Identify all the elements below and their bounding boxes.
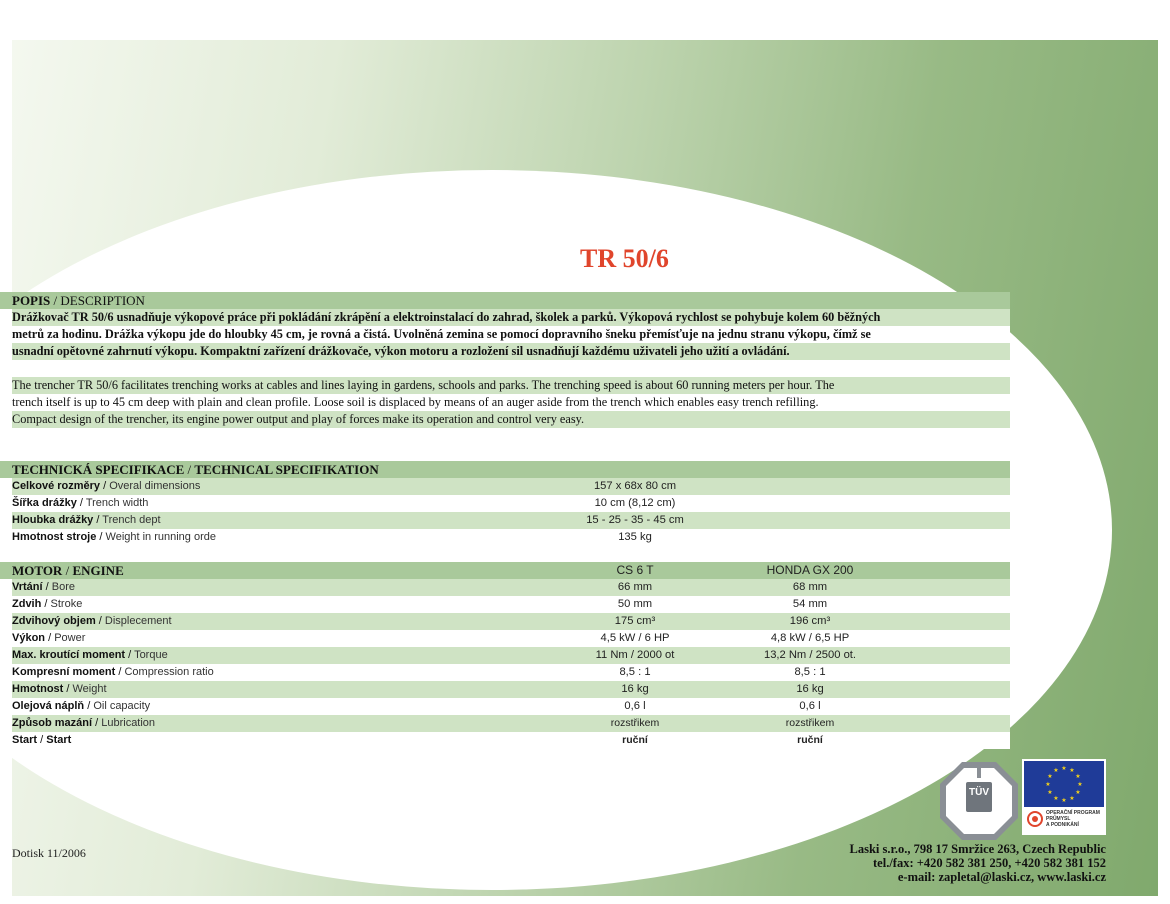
svg-text:★: ★ <box>1053 795 1059 802</box>
motor-col1-header: CS 6 T <box>616 563 654 577</box>
tuv-certification-logo <box>938 760 1020 842</box>
svg-text:★: ★ <box>1061 765 1067 772</box>
tuv-logo-text: TÜV <box>969 787 989 798</box>
motor-row-v1: 16 kg <box>621 683 649 695</box>
svg-text:★: ★ <box>1069 767 1075 774</box>
description-en-line: Compact design of the trencher, its engine power output and play of forces make its operation and control very easy. <box>12 412 585 426</box>
description-cz-line: Drážkovač TR 50/6 usnadňuje výkopové práce při pokládání zkrápění a elektroinstalací do zahrad, školek a parků. Výkopová rychlost se pohybuje kolem 60 běžných <box>12 310 881 324</box>
description-cz-line: metrů za hodinu. Drážka výkopu jde do hloubky 45 cm, je rovná a čistá. Uvolněná zemina se pomocí dopravního šneku přemísťuje na jednu stranu výkopu, čímž se <box>12 327 871 341</box>
description-heading-cz: POPIS <box>12 293 51 308</box>
svg-text:★: ★ <box>1069 795 1075 802</box>
svg-text:★: ★ <box>1053 767 1059 774</box>
spec-row-label: Celkové rozměry / Overal dimensions <box>12 480 201 492</box>
eu-logo-text: OPERAČNÍ PROGRAM PRŮMYSL A PODNIKÁNÍ <box>1046 810 1100 828</box>
motor-row-v1: ruční <box>622 734 648 746</box>
svg-text:★: ★ <box>1061 797 1067 804</box>
motor-row-v1: 0,6 l <box>624 700 646 712</box>
op-program-icon <box>1026 811 1044 827</box>
motor-row-v1: 8,5 : 1 <box>619 666 651 678</box>
technical-heading-en: TECHNICAL SPECIFIKATION <box>194 462 379 477</box>
motor-row-v1: 66 mm <box>617 581 653 593</box>
company-contact <box>850 842 1106 884</box>
svg-text:★: ★ <box>1075 773 1081 780</box>
motor-row-v2: 68 mm <box>792 581 828 593</box>
description-en-line: trench itself is up to 45 cm deep with plain and clean profile. Loose soil is displaced by means of an auger aside from the trench which enables easy trench refilling. <box>12 395 819 409</box>
motor-row-label: Olejová náplň / Oil capacity <box>12 700 151 712</box>
description-cz-line: usnadní opětovné zahrnutí výkopu. Kompaktní zařízení drážkovače, výkon motoru a rozložení sil usnadňují každému uživateli jeho užití a ovládání. <box>12 344 790 358</box>
motor-col2-header: HONDA GX 200 <box>766 563 854 577</box>
company-address: Laski s.r.o., 798 17 Smržice 263, Czech Republic <box>849 842 1106 856</box>
eu-logo <box>1022 759 1106 835</box>
spec-row-label: Hmotnost stroje / Weight in running orde <box>12 531 216 543</box>
motor-row-v1: 175 cm³ <box>614 615 656 627</box>
motor-row-v2: 13,2 Nm / 2500 ot. <box>763 649 857 661</box>
motor-row-v2: 196 cm³ <box>789 615 831 627</box>
description-heading: POPIS / DESCRIPTION <box>0 292 1010 309</box>
motor-heading-cz: MOTOR <box>12 563 63 578</box>
motor-row-v1: 4,5 kW / 6 HP <box>600 632 670 644</box>
spec-row-value: 157 x 68x 80 cm <box>593 480 677 492</box>
motor-row-v2: 54 mm <box>792 598 828 610</box>
spec-row-label: Hloubka drážky / Trench dept <box>12 514 161 526</box>
description-en-line: The trencher TR 50/6 facilitates trenching works at cables and lines laying in gardens, schools and parks. The trenching speed is about 60 running meters per hour. The <box>12 378 835 392</box>
eu-flag-icon <box>1024 761 1104 807</box>
motor-heading: MOTOR / ENGINE <box>0 562 1010 579</box>
motor-row-label: Zdvih / Stroke <box>12 598 83 610</box>
motor-row-label: Start / Start <box>12 734 72 746</box>
svg-text:★: ★ <box>1045 781 1051 788</box>
description-heading-en: DESCRIPTION <box>60 293 145 308</box>
spec-row-value: 10 cm (8,12 cm) <box>594 497 676 509</box>
motor-row-label: Způsob mazání / Lubrication <box>12 717 156 729</box>
motor-row-v2: 8,5 : 1 <box>794 666 826 678</box>
motor-row-v2: 16 kg <box>796 683 824 695</box>
motor-row-label: Kompresní moment / Compression ratio <box>12 666 214 678</box>
spec-row-value: 135 kg <box>618 531 652 543</box>
print-info: Dotisk 11/2006 <box>12 846 86 860</box>
technical-heading: TECHNICKÁ SPECIFIKACE / TECHNICAL SPECIFIKATION <box>0 461 1010 478</box>
motor-row-v2: ruční <box>797 734 823 746</box>
svg-text:★: ★ <box>1047 789 1053 796</box>
description-cz <box>12 309 1002 360</box>
motor-row-label: Max. kroutící moment / Torque <box>12 649 168 661</box>
motor-row-v2: rozstřikem <box>785 717 835 729</box>
motor-row-v2: 0,6 l <box>799 700 821 712</box>
motor-row-v1: 50 mm <box>617 598 653 610</box>
svg-text:★: ★ <box>1047 773 1053 780</box>
motor-row-v1: 11 Nm / 2000 ot <box>595 649 675 661</box>
motor-row-v1: rozstřikem <box>610 717 660 729</box>
motor-row-label: Výkon / Power <box>12 632 86 644</box>
description-en <box>12 377 1002 428</box>
company-email: e-mail: zapletal@laski.cz, www.laski.cz <box>897 870 1106 884</box>
company-phone: tel./fax: +420 582 381 250, +420 582 381 152 <box>873 856 1106 870</box>
motor-row-label: Zdvihový objem / Displecement <box>12 615 172 627</box>
svg-text:★: ★ <box>1075 789 1081 796</box>
motor-row-v2: 4,8 kW / 6,5 HP <box>770 632 850 644</box>
product-title: TR 50/6 <box>580 244 669 273</box>
spec-row-label: Šířka drážky / Trench width <box>12 497 149 509</box>
motor-heading-en: ENGINE <box>72 563 124 578</box>
spec-row-value: 15 - 25 - 35 - 45 cm <box>586 514 684 526</box>
svg-text:★: ★ <box>1077 781 1083 788</box>
motor-row-label: Vrtání / Bore <box>12 581 75 593</box>
technical-heading-cz: TECHNICKÁ SPECIFIKACE <box>12 462 185 477</box>
motor-row-label: Hmotnost / Weight <box>12 683 107 695</box>
